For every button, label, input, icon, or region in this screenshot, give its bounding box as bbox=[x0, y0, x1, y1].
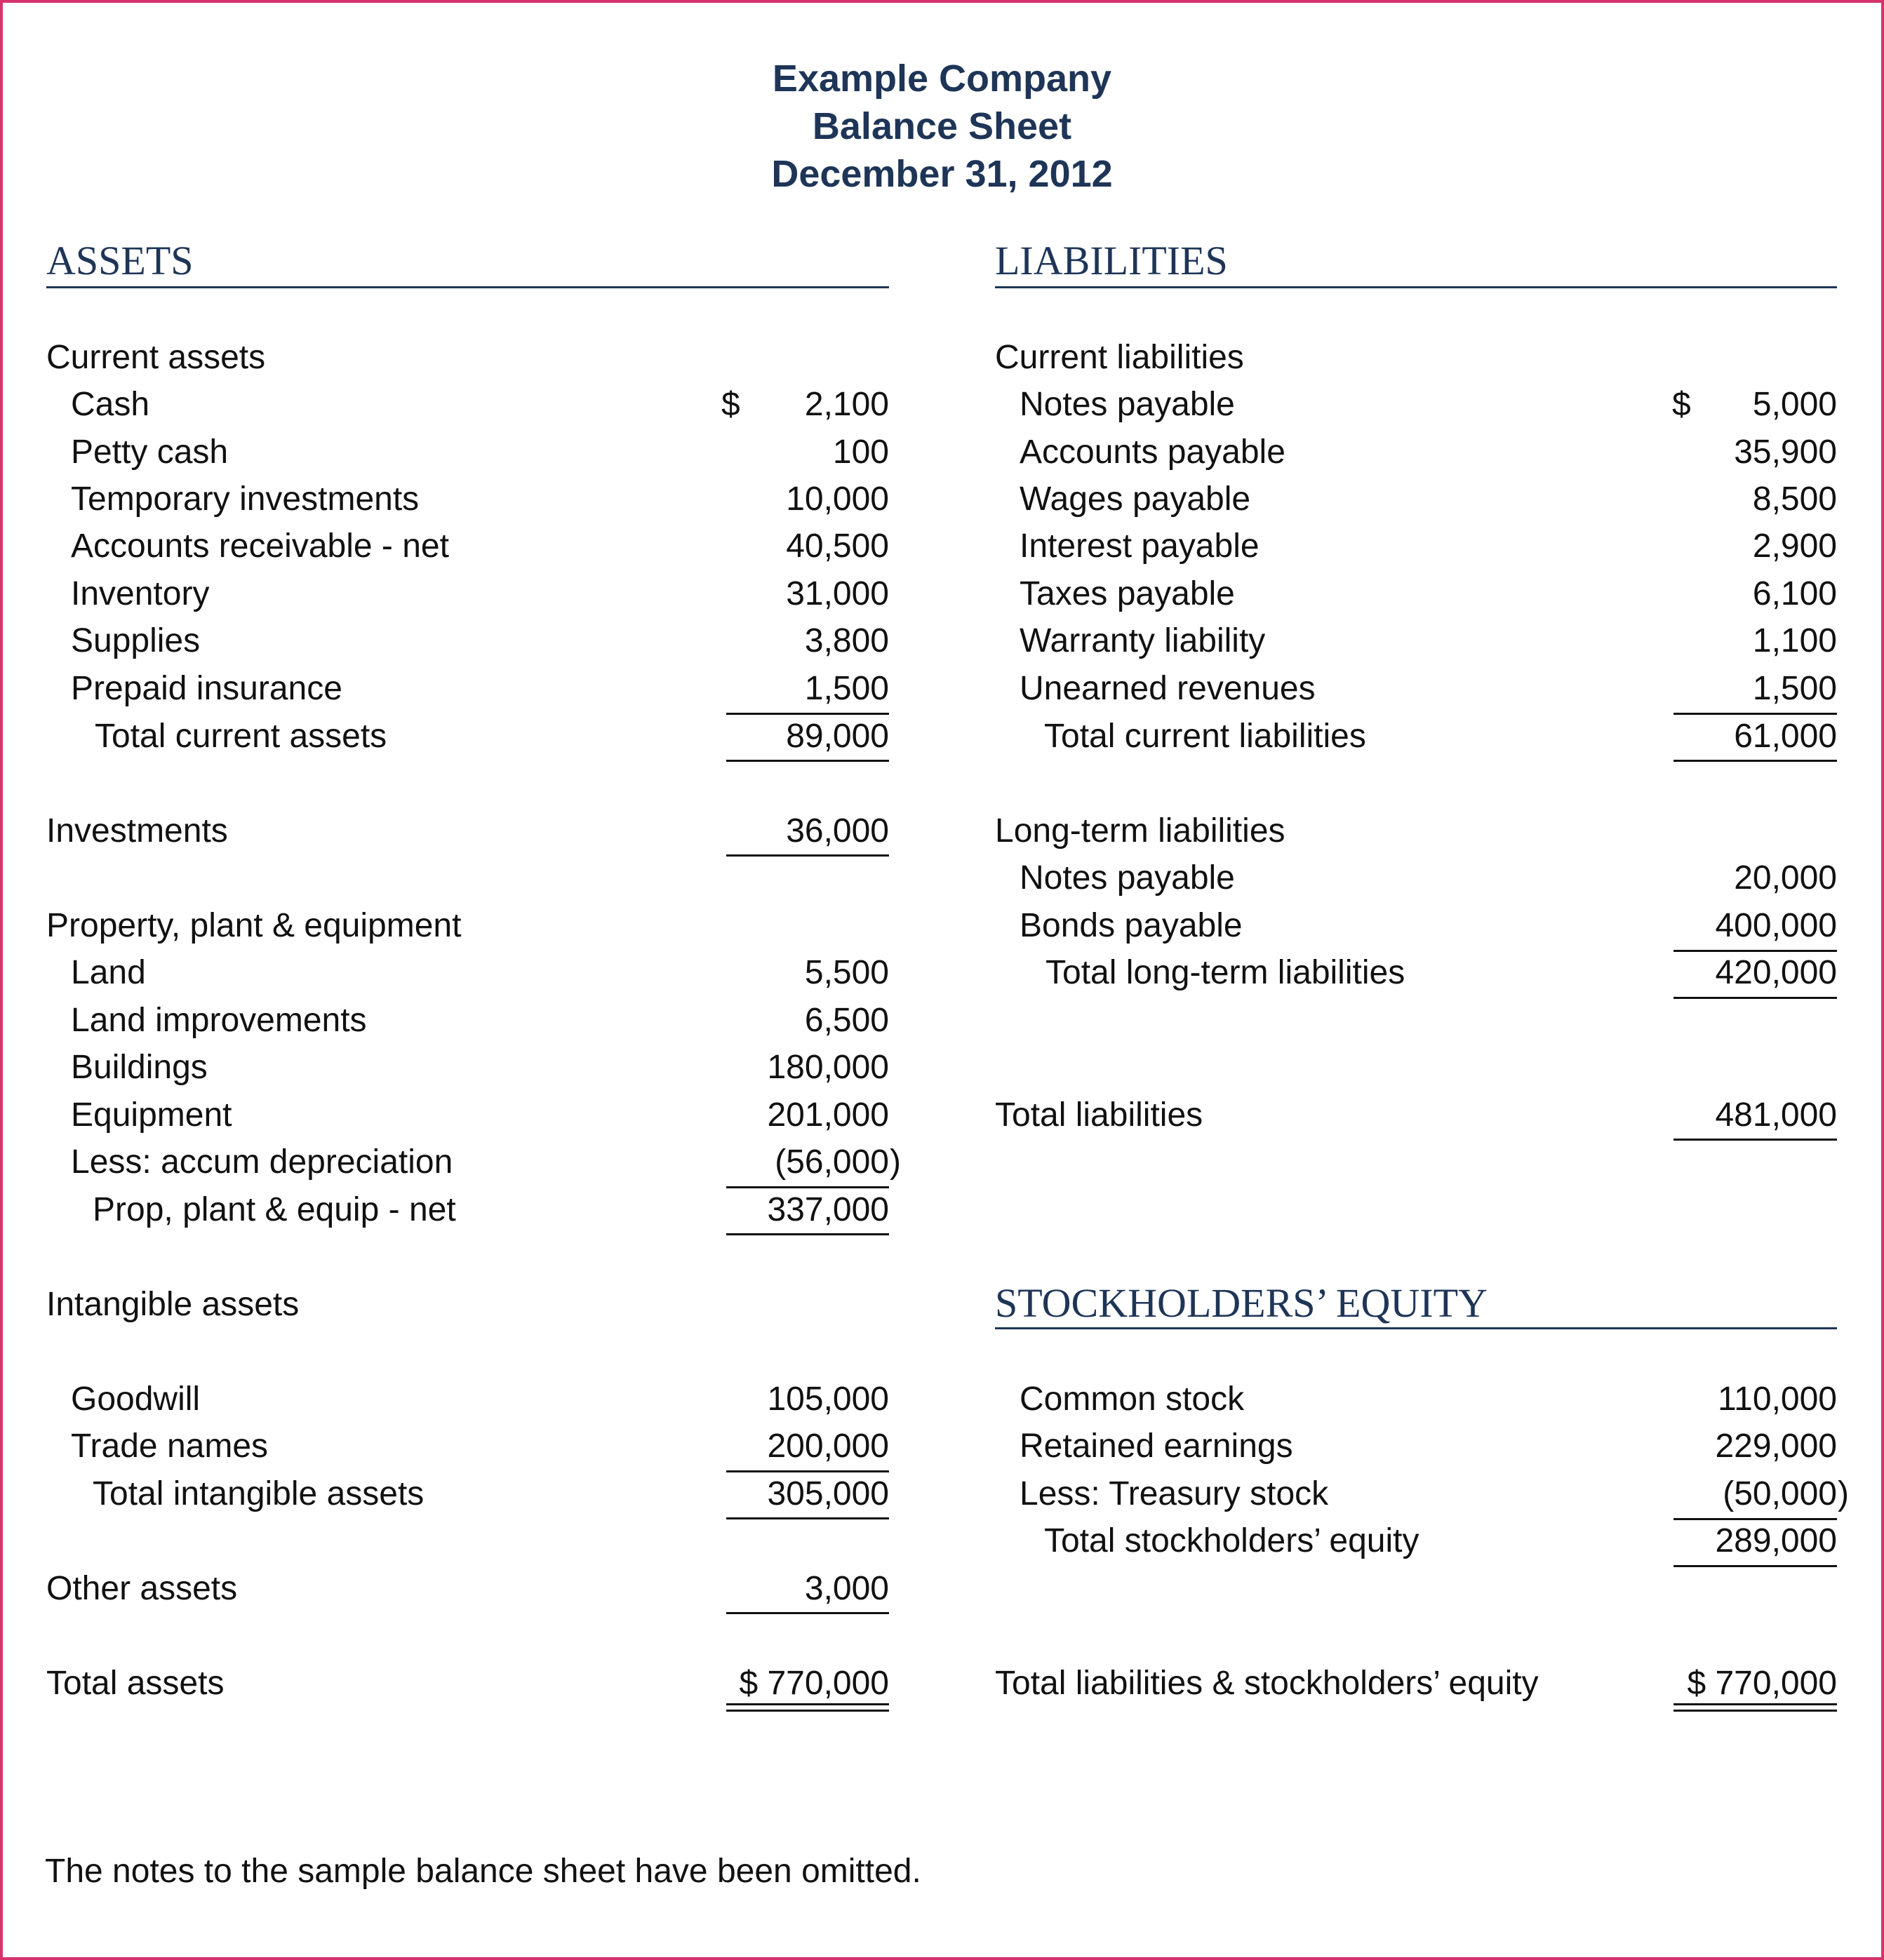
total-assets-double-rule bbox=[726, 1703, 889, 1712]
asset-value: 2,100 bbox=[804, 386, 889, 423]
liabilities-heading-rule bbox=[995, 286, 1837, 288]
closing-paren: ) bbox=[890, 1143, 901, 1181]
investments-value: 36,000 bbox=[786, 812, 889, 850]
ppe-value: 180,000 bbox=[767, 1049, 889, 1086]
ppe-value: 201,000 bbox=[767, 1096, 889, 1134]
asset-label: Cash bbox=[71, 386, 150, 423]
asset-value: 10,000 bbox=[786, 481, 889, 518]
liability-label: Warranty liability bbox=[1020, 622, 1266, 659]
total-current-liabilities-label: Total current liabilities bbox=[1044, 718, 1366, 755]
subtotal-rule bbox=[1673, 713, 1837, 715]
liability-value: 35,900 bbox=[1734, 434, 1837, 471]
total-rule bbox=[726, 1517, 889, 1519]
liability-label: Unearned revenues bbox=[1020, 670, 1316, 707]
total-assets-label: Total assets bbox=[46, 1665, 225, 1702]
total-intangible-label: Total intangible assets bbox=[93, 1475, 425, 1512]
asset-label: Supplies bbox=[71, 622, 201, 659]
total-long-term-label: Total long-term liabilities bbox=[1045, 954, 1405, 991]
other-assets-label: Other assets bbox=[46, 1570, 238, 1607]
liability-label: Accounts payable bbox=[1020, 434, 1285, 471]
ppe-heading: Property, plant & equipment bbox=[46, 907, 462, 944]
equity-value: 229,000 bbox=[1715, 1428, 1837, 1465]
asset-value: 100 bbox=[832, 434, 889, 471]
total-liabilities-value: 481,000 bbox=[1715, 1096, 1837, 1134]
liability-value: 2,900 bbox=[1752, 528, 1837, 565]
asset-value: 3,800 bbox=[804, 622, 889, 659]
asset-label: Inventory bbox=[71, 575, 210, 612]
statement-date: December 31, 2012 bbox=[771, 153, 1113, 195]
total-rule bbox=[1673, 760, 1837, 762]
asset-label: Accounts receivable - net bbox=[71, 528, 449, 565]
total-rule bbox=[726, 1233, 889, 1235]
asset-label: Prepaid insurance bbox=[71, 670, 342, 707]
liability-value: 6,100 bbox=[1752, 575, 1837, 612]
asset-value: 31,000 bbox=[786, 575, 889, 612]
total-liabilities-rule bbox=[1673, 1139, 1837, 1141]
equity-label: Less: Treasury stock bbox=[1020, 1475, 1329, 1512]
ppe-net-label: Prop, plant & equip - net bbox=[93, 1191, 456, 1228]
liability-value: 8,500 bbox=[1752, 481, 1837, 518]
ppe-label: Land bbox=[71, 954, 146, 991]
asset-value: 1,500 bbox=[804, 670, 889, 707]
subtotal-rule bbox=[726, 713, 889, 715]
grand-total-value: $ 770,000 bbox=[1687, 1665, 1837, 1702]
intangible-label: Goodwill bbox=[71, 1381, 201, 1418]
total-rule bbox=[1673, 997, 1837, 999]
long-term-value: 400,000 bbox=[1715, 907, 1837, 944]
ppe-label: Less: accum depreciation bbox=[71, 1143, 453, 1181]
total-intangible-value: 305,000 bbox=[767, 1475, 889, 1512]
ppe-value: 6,500 bbox=[804, 1002, 889, 1039]
long-term-heading: Long-term liabilities bbox=[995, 812, 1285, 850]
total-liabilities-label: Total liabilities bbox=[995, 1096, 1203, 1134]
ppe-label: Equipment bbox=[71, 1096, 232, 1134]
ppe-value: (56,000 bbox=[775, 1143, 889, 1181]
long-term-label: Notes payable bbox=[1020, 859, 1235, 897]
asset-label: Temporary investments bbox=[71, 481, 420, 518]
other-assets-value: 3,000 bbox=[804, 1570, 889, 1607]
total-current-assets-label: Total current assets bbox=[95, 718, 387, 755]
equity-heading-rule bbox=[995, 1327, 1837, 1329]
intangible-label: Trade names bbox=[71, 1428, 269, 1465]
long-term-label: Bonds payable bbox=[1020, 907, 1243, 944]
total-current-assets-value: 89,000 bbox=[786, 718, 889, 755]
total-equity-value: 289,000 bbox=[1715, 1522, 1837, 1559]
equity-label: Common stock bbox=[1020, 1381, 1245, 1418]
investments-rule bbox=[726, 854, 889, 857]
total-equity-label: Total stockholders’ equity bbox=[1044, 1522, 1419, 1559]
subtotal-rule bbox=[726, 1470, 889, 1472]
total-rule bbox=[726, 760, 889, 762]
equity-value: (50,000 bbox=[1723, 1475, 1837, 1512]
total-rule bbox=[1673, 1565, 1837, 1567]
equity-heading: STOCKHOLDERS’ EQUITY bbox=[995, 1280, 1488, 1326]
intangible-value: 105,000 bbox=[767, 1381, 889, 1418]
closing-paren: ) bbox=[1838, 1475, 1849, 1512]
intangible-value: 200,000 bbox=[767, 1428, 889, 1465]
company-name: Example Company bbox=[772, 58, 1112, 100]
current-liabilities-heading: Current liabilities bbox=[995, 339, 1244, 376]
liability-value: 1,100 bbox=[1752, 622, 1837, 659]
ppe-label: Buildings bbox=[71, 1049, 208, 1086]
asset-label: Petty cash bbox=[71, 434, 229, 471]
liability-label: Taxes payable bbox=[1020, 575, 1235, 612]
total-long-term-value: 420,000 bbox=[1715, 954, 1837, 991]
liabilities-heading: LIABILITIES bbox=[995, 238, 1228, 283]
intangible-heading: Intangible assets bbox=[46, 1286, 300, 1323]
liability-label: Interest payable bbox=[1020, 528, 1260, 565]
assets-heading: ASSETS bbox=[46, 238, 194, 283]
asset-value: 40,500 bbox=[786, 528, 889, 565]
ppe-net-value: 337,000 bbox=[767, 1191, 889, 1228]
subtotal-rule bbox=[726, 1186, 889, 1188]
assets-heading-rule bbox=[46, 286, 889, 288]
dollar-sign: $ bbox=[1672, 386, 1691, 423]
statement-title: Balance Sheet bbox=[812, 105, 1072, 147]
total-current-liabilities-value: 61,000 bbox=[1734, 718, 1837, 755]
investments-label: Investments bbox=[46, 812, 228, 850]
liability-label: Wages payable bbox=[1020, 481, 1251, 518]
other-assets-rule bbox=[726, 1612, 889, 1614]
equity-value: 110,000 bbox=[1718, 1381, 1837, 1418]
long-term-value: 20,000 bbox=[1734, 859, 1837, 897]
ppe-label: Land improvements bbox=[71, 1002, 367, 1039]
dollar-sign: $ bbox=[721, 386, 740, 423]
total-assets-value: $ 770,000 bbox=[739, 1665, 889, 1702]
liability-label: Notes payable bbox=[1020, 386, 1235, 423]
liability-value: 1,500 bbox=[1752, 670, 1837, 707]
liability-value: 5,000 bbox=[1752, 386, 1837, 423]
equity-label: Retained earnings bbox=[1020, 1428, 1293, 1465]
current-assets-heading: Current assets bbox=[46, 339, 266, 376]
grand-total-double-rule bbox=[1673, 1703, 1837, 1712]
footnote: The notes to the sample balance sheet have been omitted. bbox=[45, 1853, 921, 1890]
grand-total-label: Total liabilities & stockholders’ equity bbox=[995, 1665, 1539, 1702]
ppe-value: 5,500 bbox=[804, 954, 889, 991]
